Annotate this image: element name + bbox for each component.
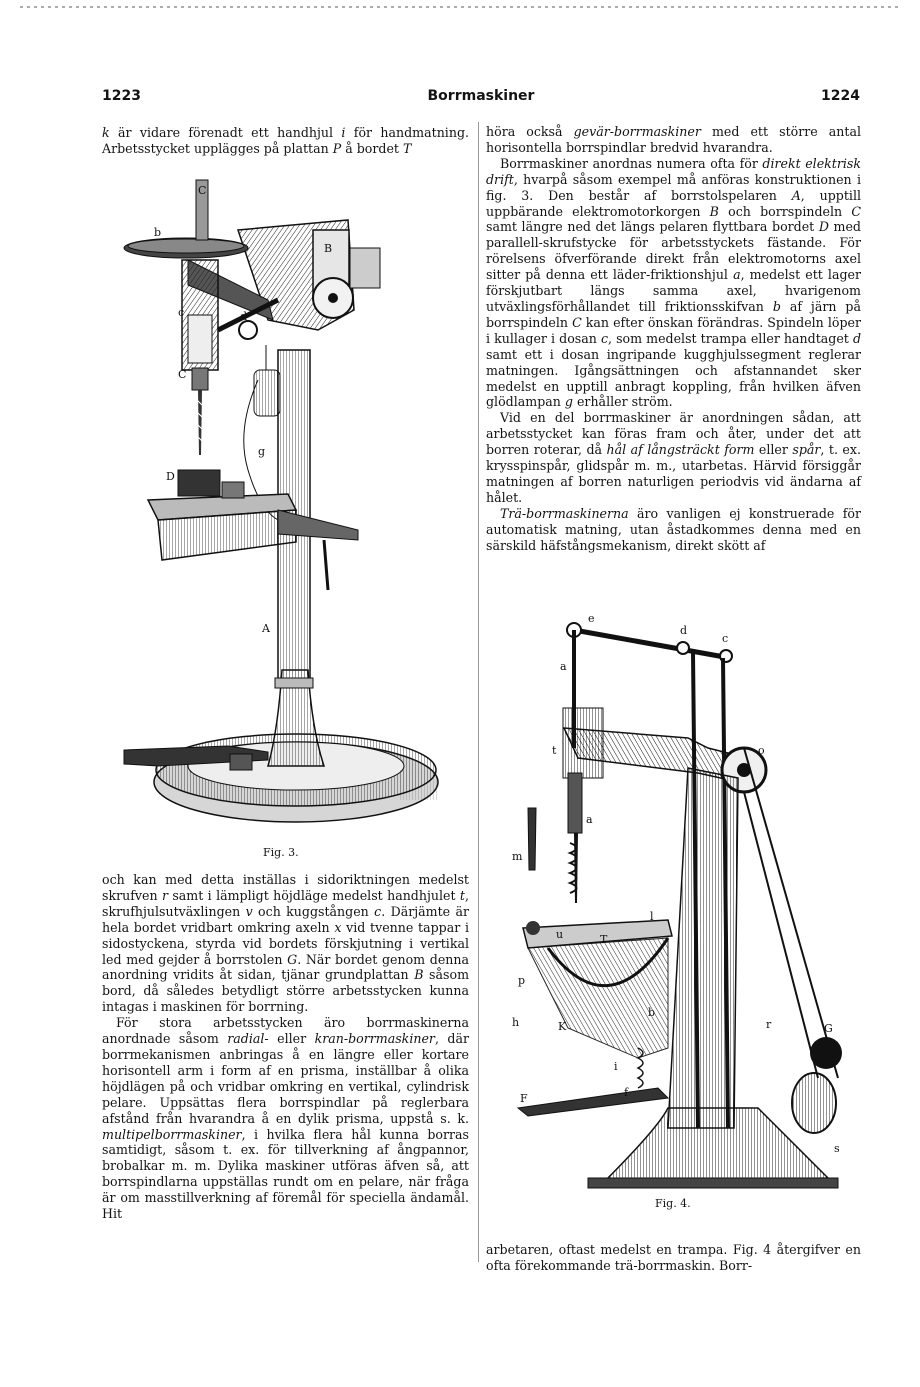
italic-term: r — [161, 887, 168, 903]
italic-term: C — [572, 314, 582, 330]
fig4-label-f: f — [624, 1086, 629, 1099]
italic-term: b — [772, 298, 781, 314]
running-title: Borrmaskiner — [427, 88, 535, 104]
right-column-bottom — [486, 1242, 861, 1274]
italic-term: v — [245, 903, 253, 919]
figure-4-drawing — [508, 608, 850, 1193]
italic-term: c — [374, 903, 382, 919]
paragraph-radial-drills: För stora arbetsstycken äro borrmaskinerna anordnade såsom radial- eller kran-borrmaskiner, där borrmekanismen anbringas å en längre eller kortare horisontell arm i form af en prisma, inställbar å olika höjdlägen på och vridbar omkring en vertikal, cylindrisk pelare. Uppsättas flera borrspindlar på reglerbara afstånd från hvarandra å en dylik prisma, uppstå s. k. multipelborrmaskiner, i hvilka flera hål kunna borras samtidigt, såsom t. ex. för tillverkning af ångpannor, brobalkar m. m. Dylika maskiner utföras äfven så, att borrspindlarna uppställas rundt om en pelare, när fråga är om masstillverkning af föremål för speciella ändamål. Hit — [102, 1015, 469, 1222]
fig4-label-r: r — [766, 1018, 772, 1031]
italic-term: P — [332, 140, 342, 156]
fig3-label-B: B — [324, 242, 333, 255]
fig3-label-C-lower: C — [178, 368, 187, 381]
fig3-label-g: g — [258, 445, 266, 458]
fig4-label-K: K — [558, 1020, 567, 1033]
italic-term: hål af långsträckt form — [606, 442, 755, 458]
column-divider — [478, 122, 479, 1262]
italic-term: spår — [792, 442, 821, 458]
italic-term: A — [791, 187, 801, 203]
italic-term: g — [564, 394, 573, 410]
fig3-label-c: c — [178, 306, 185, 319]
paragraph-fig4-description: arbetaren, oftast medelst en trampa. Fig. 4 återgifver en ofta förekommande trä-borrmaskin. Borr- — [486, 1242, 861, 1273]
fig4-label-o: o — [758, 744, 765, 757]
fig3-label-C-top: C — [198, 184, 207, 197]
italic-term: gevär-borrmaskiner — [573, 124, 701, 139]
fig4-label-a-lower: a — [586, 813, 593, 826]
fig4-label-T: T — [600, 933, 608, 946]
figure-4-caption: Fig. 4. — [655, 1197, 691, 1210]
paragraph-wood-drills: Trä-borrmaskinerna äro vanligen ej konstruerade för automatisk matning, utan åstadkommes denna med en särskild häfstångsmekanism, direkt skött af — [486, 505, 861, 553]
fig3-label-A: A — [262, 622, 270, 635]
italic-term: T — [402, 140, 412, 156]
paragraph-electric-drive: Borrmaskiner anordnas numera ofta för direkt elektrisk drift, hvarpå såsom exempel må anföras konstruktionen i fig. 3. Den består af borrstolspelaren A, upptill uppbärande elektromotorkorgen B och borrspindeln C samt längre ned det längs pelaren flyttbara bordet D med parallell-skrufstycke för arbetsstyckets fästande. För rörelsens öfverförande direkt från elektromotorns axel sitter på denna ett läder-friktionshjul a, medelst ett lager förskjutbart längs samma axel, hvarigenom utväxlingsförhållandet till friktionsskifvan b af järn på borrspindeln C kan efter önskan förändras. Spindeln löper i kullager i dosan c, som medelst trampa eller handtaget d samt ett i dosan ingripande kugghjulssegment reglerar matningen. Igångsättningen och afstannandet sker medelst en upptill anbragt koppling, från hvilken äfven glödlampan g erhåller ström. — [486, 155, 862, 410]
italic-term: k — [102, 125, 110, 140]
left-column-bottom — [102, 872, 469, 1222]
italic-term: a — [733, 267, 741, 283]
paragraph-table-adjustment: och kan med detta inställas i sidoriktningen medelst skrufven r samt i lämpligt höjdläge medelst handhjulet t, skrufhjulsutväxlingen v och kuggstången c. Därjämte är hela bordet vridbart omkring axeln x vid tvenne tappar i sidostyckena, styrda vid bordets förskjutning i vertikal led med gejder å borrstolen G. När bordet genom denna anordning vridits åt sidan, tjänar grundplattan B såsom bord, då således betydligt större arbetsstycken kunna intagas i maskinen för borrning. — [102, 872, 470, 1015]
fig4-label-t: t — [552, 744, 557, 757]
fig4-label-F: F — [520, 1092, 528, 1105]
italic-term: t — [459, 887, 465, 903]
italic-term: i — [341, 125, 346, 140]
fig4-label-c: c — [722, 632, 729, 645]
italic-term: Trä-borrmaskinerna — [500, 505, 629, 521]
page-header — [102, 88, 860, 110]
fig4-label-b: b — [648, 1006, 656, 1019]
fig4-label-u: u — [556, 928, 564, 941]
italic-term: kran-borrmaskiner — [314, 1031, 435, 1047]
italic-term: c — [600, 330, 608, 346]
fig4-label-s: s — [834, 1142, 840, 1155]
fig3-label-D: D — [166, 470, 175, 483]
paragraph-gun-drills: höra också gevär-borrmaskiner med ett större antal horisontella borrspindlar bredvid hvarandra. — [486, 124, 862, 155]
left-column-top — [102, 125, 469, 157]
italic-term: d — [852, 330, 861, 346]
figure-3-caption: Fig. 3. — [263, 846, 299, 859]
italic-term: B — [414, 967, 424, 983]
fig4-label-d: d — [680, 624, 688, 637]
fig3-label-b: b — [154, 226, 162, 239]
fig4-label-l: l — [650, 910, 654, 923]
italic-term: C — [851, 203, 861, 219]
fig4-label-h: h — [512, 1016, 520, 1029]
italic-term: x — [334, 919, 342, 935]
figure-4-wood-drilling-machine — [508, 608, 850, 1193]
fig4-label-G: G — [824, 1022, 833, 1035]
italic-term: G — [287, 951, 298, 967]
figure-3-drawing — [118, 170, 440, 840]
italic-term: radial- — [227, 1031, 269, 1047]
page-number-left: 1223 — [102, 88, 141, 104]
right-column-top — [486, 124, 861, 553]
italic-term: D — [818, 219, 829, 235]
fig4-label-a-upper: a — [560, 660, 567, 673]
fig3-label-d: d — [240, 310, 248, 323]
figure-3-electric-drill-press — [118, 170, 440, 840]
fig4-label-e: e — [588, 612, 595, 625]
italic-term: B — [709, 203, 719, 219]
fig4-label-m: m — [512, 850, 523, 863]
paragraph-continuation: k är vidare förenadt ett handhjul i för handmatning. Arbetsstycket upplägges på plattan P å bordet T — [102, 125, 470, 156]
fig4-label-p: p — [518, 974, 526, 987]
italic-term: multipelborrmaskiner — [102, 1126, 242, 1142]
fig4-label-i: i — [614, 1060, 618, 1073]
paragraph-slot-drilling: Vid en del borrmaskiner är anordningen sådan, att arbetsstycket kan föras fram och åter, under det att borren roterar, då hål af långsträckt form eller spår, t. ex. krysspinspår, glidspår m. m., utarbetas. Härvid försiggår matningen af borren naturligen periodvis vid ändarna af hålet. — [486, 410, 861, 505]
italic-term: direkt elektrisk drift — [486, 155, 862, 187]
page-number-right: 1224 — [821, 88, 860, 104]
scan-edge-rule — [20, 6, 900, 8]
